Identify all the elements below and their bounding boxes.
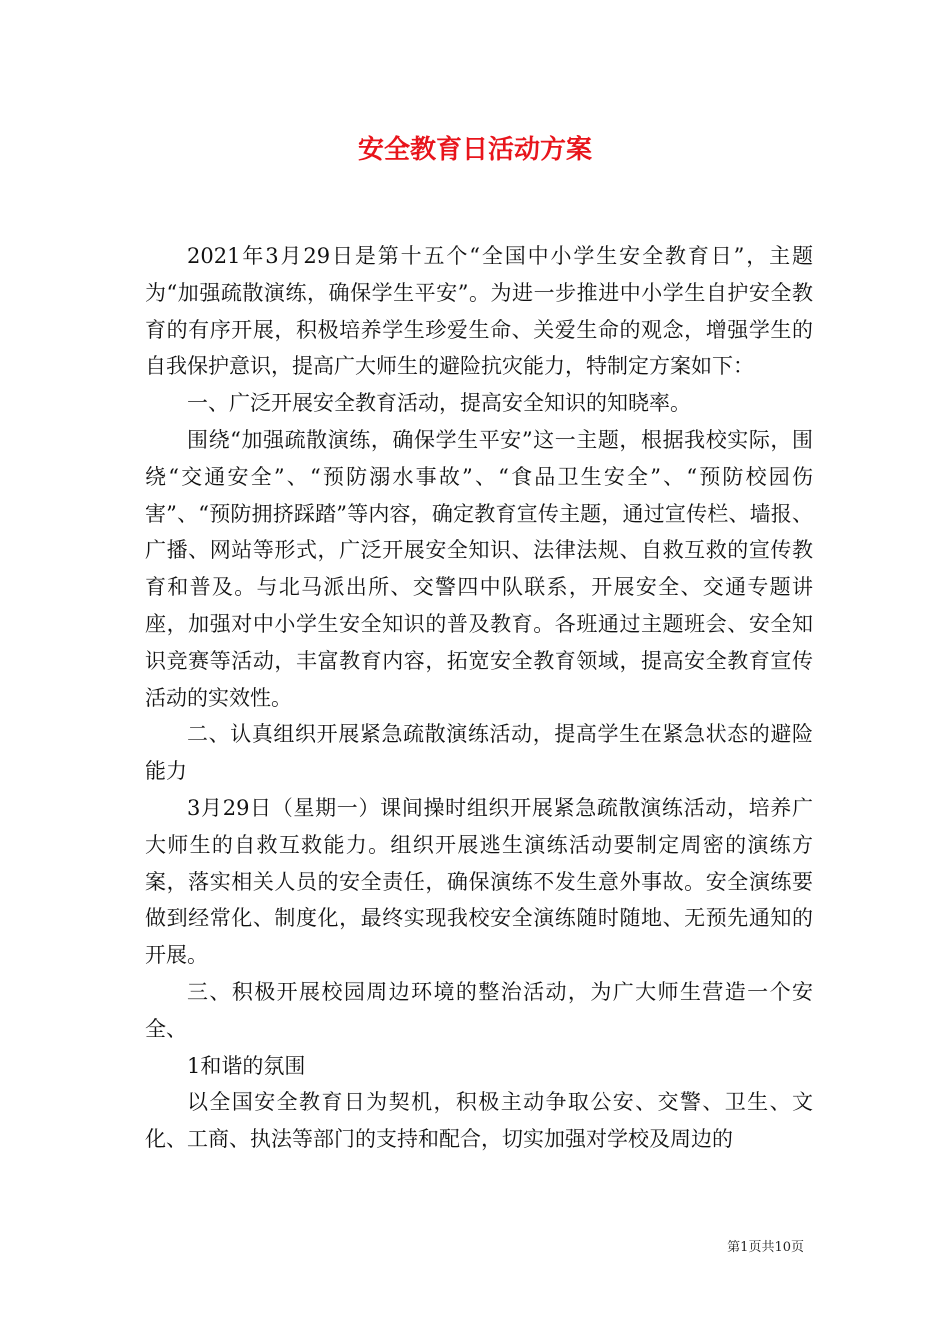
section-heading-3-cont: 1和谐的氛围 [187, 1053, 306, 1078]
document-body [145, 238, 813, 1158]
section-heading-1: 一、广泛开展安全教育活动，提高安全知识的知晓率。 [187, 391, 691, 416]
paragraph-section-3: 以全国安全教育日为契机，积极主动争取公安、交警、卫生、文化、工商、执法等部门的支持和配合，切实加强对学校及周边的 [145, 1090, 813, 1152]
paragraph-intro: 2021年3月29日是第十五个“全国中小学生安全教育日”，主题为“加强疏散演练，确保学生平安”。为进一步推进中小学生自护安全教育的有序开展，积极培养学生珍爱生命、关爱生命的观念，增强学生的自我保护意识，提高广大师生的避险抗灾能力，特制定方案如下： [145, 244, 813, 379]
paragraph-section-1: 围绕“加强疏散演练，确保学生平安”这一主题，根据我校实际，围绕“交通安全”、“预防溺水事故”、“食品卫生安全”、“预防校园伤害”、“预防拥挤踩踏”等内容，确定教育宣传主题，通过宣传栏、墙报、广播、网站等形式，广泛开展安全知识、法律法规、自救互救的宣传教育和普及。与北马派出所、交警四中队联系，开展安全、交通专题讲座，加强对中小学生安全知识的普及教育。各班通过主题班会、安全知识竞赛等活动，丰富教育内容，拓宽安全教育领域，提高安全教育宣传活动的实效性。 [145, 427, 813, 710]
section-heading-2: 二、认真组织开展紧急疏散演练活动，提高学生在紧急状态的避险能力 [145, 722, 813, 784]
document-title: 安全教育日活动方案 [357, 135, 592, 165]
page-number: 第1页共10页 [727, 1240, 804, 1255]
section-heading-3: 三、积极开展校园周边环境的整治活动，为广大师生营造一个安全、 [145, 979, 813, 1041]
paragraph-section-2: 3月29日（星期一）课间操时组织开展紧急疏散演练活动，培养广大师生的自救互救能力。组织开展逃生演练活动要制定周密的演练方案，落实相关人员的安全责任，确保演练不发生意外事故。安全演练要做到经常化、制度化，最终实现我校安全演练随时随地、无预先通知的开展。 [145, 795, 813, 968]
